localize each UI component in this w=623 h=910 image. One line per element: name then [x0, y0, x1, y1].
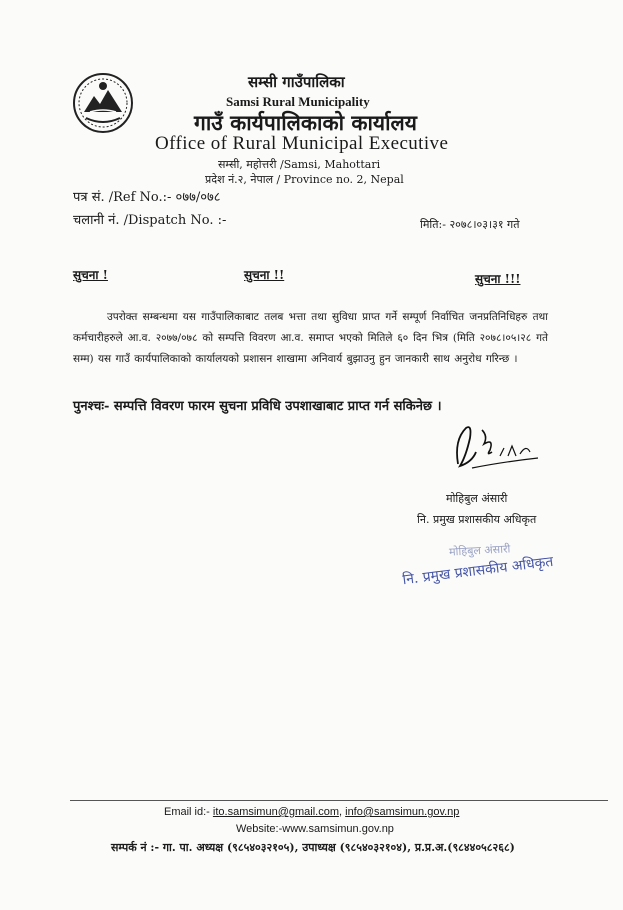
letter-date: मिति:- २०७८।०३।३१ गते	[420, 218, 520, 231]
postscript: पुनश्चः- सम्पत्ति विवरण फारम सुचना प्रविधि उपशाखाबाट प्राप्त गर्न सकिनेछ ।	[73, 399, 442, 414]
office-name-nepali: गाउँ कार्यपालिकाको कार्यालय	[194, 110, 417, 135]
footer-website[interactable]: Website:-www.samsimun.gov.np	[236, 823, 394, 835]
signatory-title: नि. प्रमुख प्रशासकीय अधिकृत	[417, 513, 537, 526]
office-province: प्रदेश नं.२, नेपाल / Province no. 2, Nepal	[205, 173, 404, 186]
footer-divider	[70, 800, 608, 801]
handwritten-signature	[452, 422, 542, 474]
office-address: सम्सी, महोत्तरी /Samsi, Mahottari	[218, 158, 381, 171]
notice-heading-1: सुचना !	[73, 268, 108, 282]
municipality-name-english: Samsi Rural Municipality	[226, 94, 370, 109]
notice-body-paragraph: उपरोक्त सम्बन्धमा यस गाउँपालिकाबाट तलब भत्ता तथा सुविधा प्राप्त गर्ने सम्पूर्ण निर्वाचित जनप्रतिनिधिहरु तथा कर्मचारीहरुले आ.व. २०७७/०७८ को सम्पत्ति विवरण आ.व. समाप्त भएको मितिले ६० दिन भित्र (मिति २०७८।०५।२८ गते सम्म) यस गाउँ कार्यपालिकाको कार्यालयको प्रशासन शाखामा अनिवार्य बुझाउनु हुन जानकारी साथ अनुरोध गरिन्छ ।	[73, 311, 548, 365]
email-link-info[interactable]: info@samsimun.gov.np	[345, 806, 460, 818]
footer-email-line	[164, 806, 459, 818]
footer-contact-numbers: सम्पर्क नं :- गा. पा. अध्यक्ष (९८५४०३२१०५), उपाध्यक्ष (९८५४०३२१०४), प्र.प्र.अ.(९८४४०५८२६८)	[111, 841, 515, 854]
stamp-name: मोहिबुल अंसारी	[448, 542, 511, 559]
stamp-title: नि. प्रमुख प्रशासकीय अधिकृत	[401, 553, 555, 589]
notice-heading-2: सुचना !!	[244, 268, 285, 282]
email-separator: ,	[339, 806, 346, 818]
notice-heading-3: सुचना !!!	[475, 272, 521, 286]
office-name-english: Office of Rural Municipal Executive	[155, 133, 449, 154]
dispatch-number: चलानी नं. /Dispatch No. :-	[73, 213, 227, 228]
reference-number: पत्र सं. /Ref No.:- ०७७/०७८	[73, 190, 221, 205]
email-link-ito[interactable]: ito.samsimun@gmail.com	[212, 806, 339, 818]
signatory-name: मोहिबुल अंसारी	[446, 492, 508, 505]
email-label: Email id:-	[164, 806, 213, 818]
municipality-emblem	[72, 72, 134, 134]
municipality-name-nepali: सम्सी गाउँपालिका	[248, 73, 345, 91]
